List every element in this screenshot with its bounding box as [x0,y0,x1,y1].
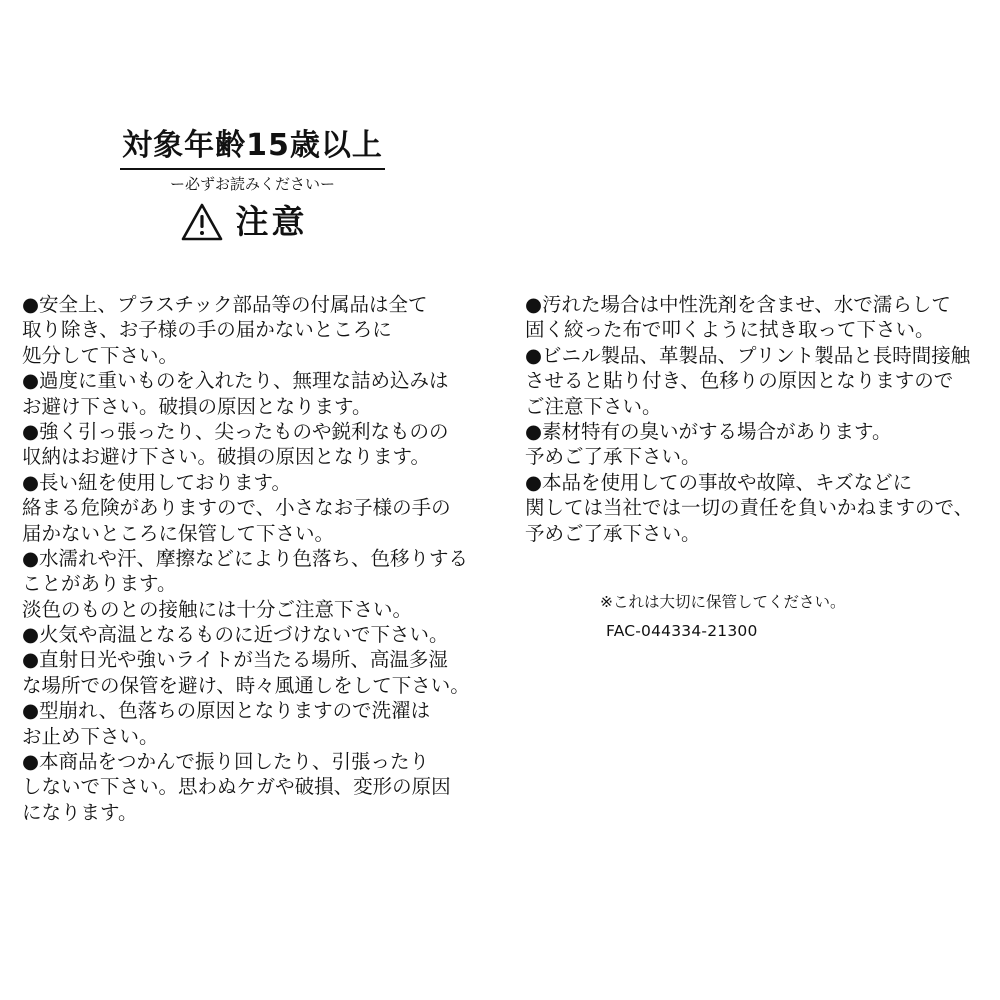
keep-note: ※これは大切に保管してください。 [600,593,846,611]
text-line: お避け下さい。破損の原因となります。 [22,394,372,418]
text-line: ●本品を使用しての事故や故障、キズなどに [525,470,913,494]
caution-title: 注意 [235,202,308,241]
text-line: ●ビニル製品、革製品、プリント製品と長時間接触 [525,343,971,367]
age-label: 対象年齢15歳以上 [122,128,383,163]
text-line: 関しては当社では一切の責任を負いかねますので、 [525,496,974,520]
header [120,126,385,242]
text-line: ●火気や高温となるものに近づけないで下さい。 [22,623,449,647]
text-line: ●長い紐を使用しております。 [22,470,291,494]
text-line: させると貼り付き、色移りの原因となりますので [525,369,954,393]
text-line: 処分して下さい。 [22,343,179,367]
text-line: しないで下さい。思わぬケガや破損、変形の原因 [22,775,451,799]
caution-heading [102,202,385,242]
text-line: 予めご了承下さい。 [525,445,701,469]
text-line: ●素材特有の臭いがする場合があります。 [525,419,892,443]
age-underline [120,168,385,170]
text-line: ●本商品をつかんで振り回したり、引張ったり [22,750,430,774]
text-line: 固く絞った布で叩くように拭き取って下さい。 [525,318,935,342]
text-line: ●強く引っ張ったり、尖ったものや鋭利なものの [22,419,449,443]
text-line: ●直射日光や強いライトが当たる場所、高温多湿 [22,648,448,672]
text-line: お止め下さい。 [22,724,159,748]
text-line: ご注意下さい。 [525,394,662,418]
right-column-text [525,292,987,546]
text-line: ●汚れた場合は中性洗剤を含ませ、水で濡らして [525,293,951,316]
text-line: ●過度に重いものを入れたり、無理な詰め込みは [22,369,449,393]
text-line: ●水濡れや汗、摩擦などにより色落ち、色移りする [22,546,469,570]
warning-triangle-icon [180,202,224,242]
text-line: な場所での保管を避け、時々風通しをして下さい。 [22,673,470,697]
text-line: 淡色のものとの接触には十分ご注意下さい。 [22,597,413,621]
text-line: 届かないところに保管して下さい。 [22,521,335,545]
product-code: FAC-044334-21300 [606,622,758,640]
read-note: ー必ずお読みくださいー [169,175,335,193]
text-line: ●安全上、プラスチック部品等の付属品は全て [22,293,428,316]
text-line: 予めご了承下さい。 [525,521,701,545]
left-column-text [22,292,492,825]
text-line: ●型崩れ、色落ちの原因となりますので洗濯は [22,699,431,723]
text-line: になります。 [22,800,138,824]
text-line: 収納はお避け下さい。破損の原因となります。 [22,445,430,469]
text-line: 絡まる危険がありますので、小さなお子様の手の [22,496,451,520]
text-line: 取り除き、お子様の手の届かないところに [22,318,392,342]
text-line: ことがあります。 [22,572,177,596]
